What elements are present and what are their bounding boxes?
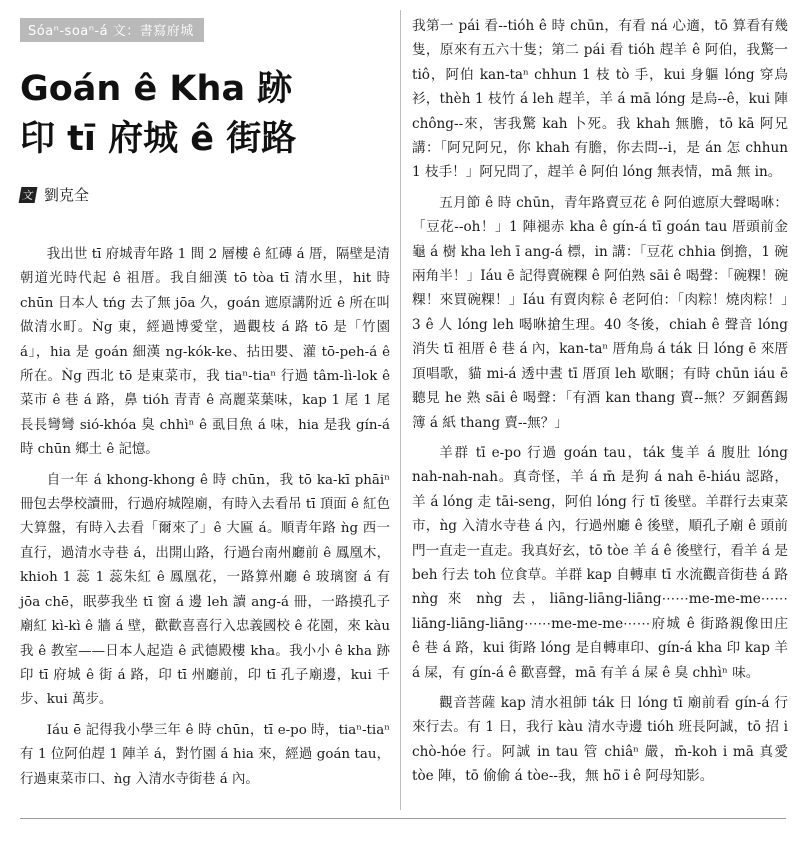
- title-line-1: Goán ê Kha 跡: [20, 69, 293, 109]
- paragraph: 羊群 tī e-po 行過 goán tau，ták 隻羊 á 腹肚 lóng nah-nah-nah。真奇怪，羊 á m̄ 是狗 á nah ē-hiáu 認路，羊 á lóng 走 tāi-seng，阿伯 lóng 行 tī 後壁。羊群行去東菜市，ǹg 入清水寺巷 á 內，行過州廳 ê 後壁，順孔子廟 ê 頭前門一直走一直走。我真好玄，tō tòe 羊 á ê 後壁行，看羊 á 是 beh 行去 toh 位食草。羊群 kap 自轉車 tī 水流觀音街巷 á 路 nǹg 來 nǹg 去，liāng-liāng-liāng⋯⋯me-me-me⋯⋯liāng-liāng-liāng⋯⋯me-me-me⋯⋯府城 ê 街路親像田庄 ê 巷 á 路，kui 街路 lóng 是自轉車印、gín-á kha 印 kap 羊 á 屎，有 gín-á ê 歡喜聲，mā 有羊 á 屎 ê 臭 chhìⁿ 味。: [412, 444, 788, 681]
- column-divider: [400, 10, 401, 810]
- byline-mark-icon: 文: [19, 187, 38, 203]
- paragraph: Iáu ē 記得我小學三年 ê 時 chūn，tī e-po 時，tiaⁿ-tiaⁿ 有 1 位阿伯趕 1 陣羊 á，對竹園 á hia 來，經過 goán tau，行過東菜市口、ǹg 入清水寺街巷 á 內。: [20, 722, 390, 787]
- author-name: 劉克全: [44, 186, 90, 204]
- paragraph: 我出世 tī 府城青年路 1 間 2 層樓 ê 紅磚 á 厝，隔壁是清朝道光時代起 ê 祖厝。我自細漢 tō tòa tī 清水里，hit 時 chūn 日本人 tńg 去了無 jōa 久，goán 遮原講附近 ê 所在叫做清水町。Ǹg 東，經過博愛堂，過觀枝 á 路 tō 是「竹園 á」，hia 是 goán 細漢 ng-kók-ke、拈田嬰、灌 tō-peh-á ê 所在。Ǹg 西北 tō 是東菜市，我 tiaⁿ-tiaⁿ 行過 tâm-lì-lok ê 菜市 ê 巷 á 路，鼻 tióh 青青 ê 高麗菜葉味，kap 1 尾 1 尾長長彎彎 sió-khóa 臭 chhìⁿ ê 虱目魚 á 味，hia 是我 gín-á 時 chūn 鄉土 ê 記憶。: [20, 247, 390, 458]
- left-column: [20, 18, 390, 798]
- paragraph: 觀音菩薩 kap 清水祖師 ták 日 lóng tī 廟前看 gín-á 行來行去。有 1 日，我行 kàu 清水寺邊 tióh 班長阿誠，tō 招 i chò-hóe 行。阿誠 in tau 管 chiâⁿ 嚴，m̄-koh i mā 真愛 tòe 陣，tō 偷偷 á tòe--我，無 hō͘ i ê 阿母知影。: [412, 694, 788, 785]
- paragraph: 我第一 pái 看--tióh ê 時 chūn，有看 ná 心適，tō 算看有幾隻，原來有五六十隻；第二 pái 看 tióh 趕羊 ê 阿伯，我驚一 tiô，阿伯 kan-taⁿ chhun 1 枝 tò 手，kui 身軀 lóng 穿烏衫，thèh 1 枝竹 á leh 趕羊，羊 á mā lóng 是烏--ê，kui 陣 chông--來，害我驚 kah 卜死。我 khah 無膽，tō kā 阿兄講：「阿兄阿兄，你 khah 有膽，你去問--i，是 án 怎 chhun 1 枝手！」阿兄問了，趕羊 ê 阿伯 lóng 無表情，mā 無 in。: [412, 18, 788, 181]
- right-column: [412, 14, 788, 795]
- paragraph: 自一年 á khong-khong ê 時 chūn，我 tō ka-kī phāiⁿ 冊包去學校讀冊，行過府城隍廟，有時入去看吊 tī 頂面 ê 紅色大算盤，有時入去看「爾來了」ê 大匾 á。順青年路 ǹg 西一直行，過清水寺巷 á，出開山路，行過台南州廳前 ê 鳳凰木，khioh 1 蕊 1 蕊朱紅 ê 鳳凰花，一路算州廳 ê 玻璃窗 á 有 jōa chē，眠夢我坐 tī 窗 á 邊 leh 讀 ang-á 冊，一路摸孔子廟紅 kì-kì ê 牆 á 壁，歡歡喜喜行入忠義國校 ê 花園，來 kàu 我 ê 教室——日本人起造 ê 武德殿樓 kha。我小小 ê kha 跡印 tī 府城 ê 街 á 路，印 tī 州廳前，印 tī 孔子廟邊，kui 千步、kui 萬步。: [20, 472, 390, 708]
- byline: [20, 184, 390, 205]
- title-line-2: 印 tī 府城 ê 街路: [20, 119, 297, 159]
- bottom-rule: [20, 818, 786, 819]
- article-title: [20, 64, 390, 164]
- paragraph: 五月節 ê 時 chūn，青年路賣豆花 ê 阿伯遮原大聲喝咻：「豆花--oh！」1 陣褪赤 kha ê gín-á tī goán tau 厝頭前金龜 á 樹 kha leh ī ang-á 標，in 講：「豆花 chhia 倒擔，1 碗兩角半！」Iáu ē 記得賣碗粿 ê 阿伯熟 sāi ê 喝聲：「碗粿！碗粿！來買碗粿！」Iáu 有賣肉粽 ê 老阿伯：「肉粽！燒肉粽！」3 ê 人 lóng leh 喝咻搶生理。40 冬後，chiah ê 聲音 lóng 消失 tī 祖厝 ê 巷 á 內，kan-taⁿ 厝角鳥 á ták 日 lóng ē 來厝頂唱歌，貓 mi-á 透中晝 tī 厝頂 leh 歇睏；有時 chūn iáu ē 聽見 he 熟 sāi ê 喝聲：「有酒 kan thang 賣--無？歹銅舊錫簿 á 紙 thang 賣--無？」: [412, 194, 788, 431]
- section-tag: Sóaⁿ-soaⁿ-á 文：書寫府城: [20, 18, 204, 42]
